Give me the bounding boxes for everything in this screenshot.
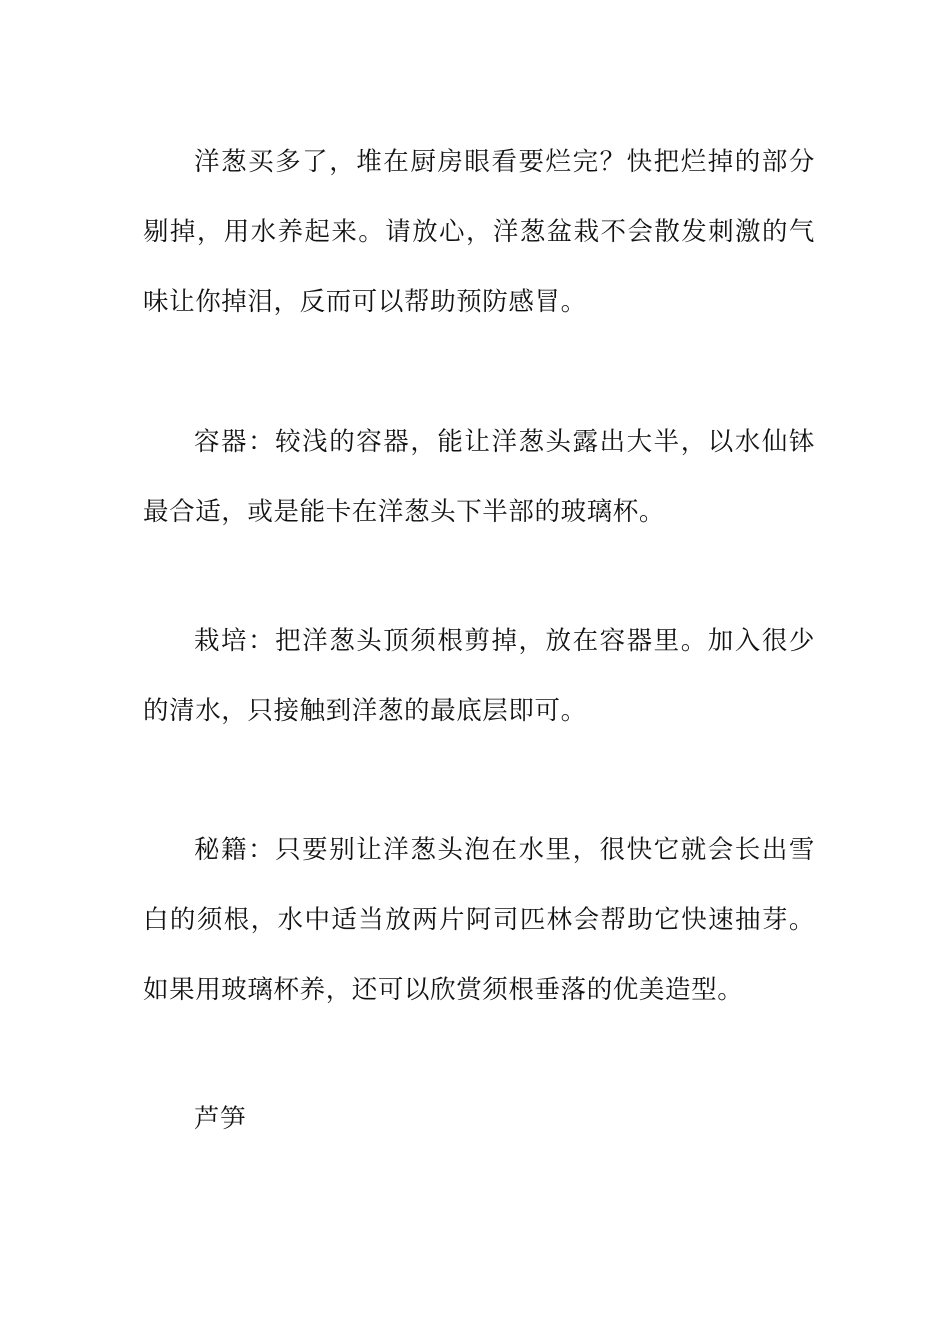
paragraph-tips: 秘籍：只要别让洋葱头泡在水里，很快它就会长出雪白的须根，水中适当放两片阿司匹林会帮助它快速抽芽。如果用玻璃杯养，还可以欣赏须根垂落的优美造型。 bbox=[143, 835, 815, 1005]
paragraph-cultivation: 栽培：把洋葱头顶须根剪掉，放在容器里。加入很少的清水，只接触到洋葱的最底层即可。 bbox=[143, 626, 815, 726]
paragraph-container: 容器：较浅的容器，能让洋葱头露出大半，以水仙钵最合适，或是能卡在洋葱头下半部的玻璃杯。 bbox=[143, 427, 815, 527]
section-heading-asparagus: 芦笋 bbox=[194, 1104, 247, 1134]
paragraph-onion-intro: 洋葱买多了，堆在厨房眼看要烂完？快把烂掉的部分剔掉，用水养起来。请放心，洋葱盆栽不会散发刺激的气味让你掉泪，反而可以帮助预防感冒。 bbox=[143, 147, 815, 317]
